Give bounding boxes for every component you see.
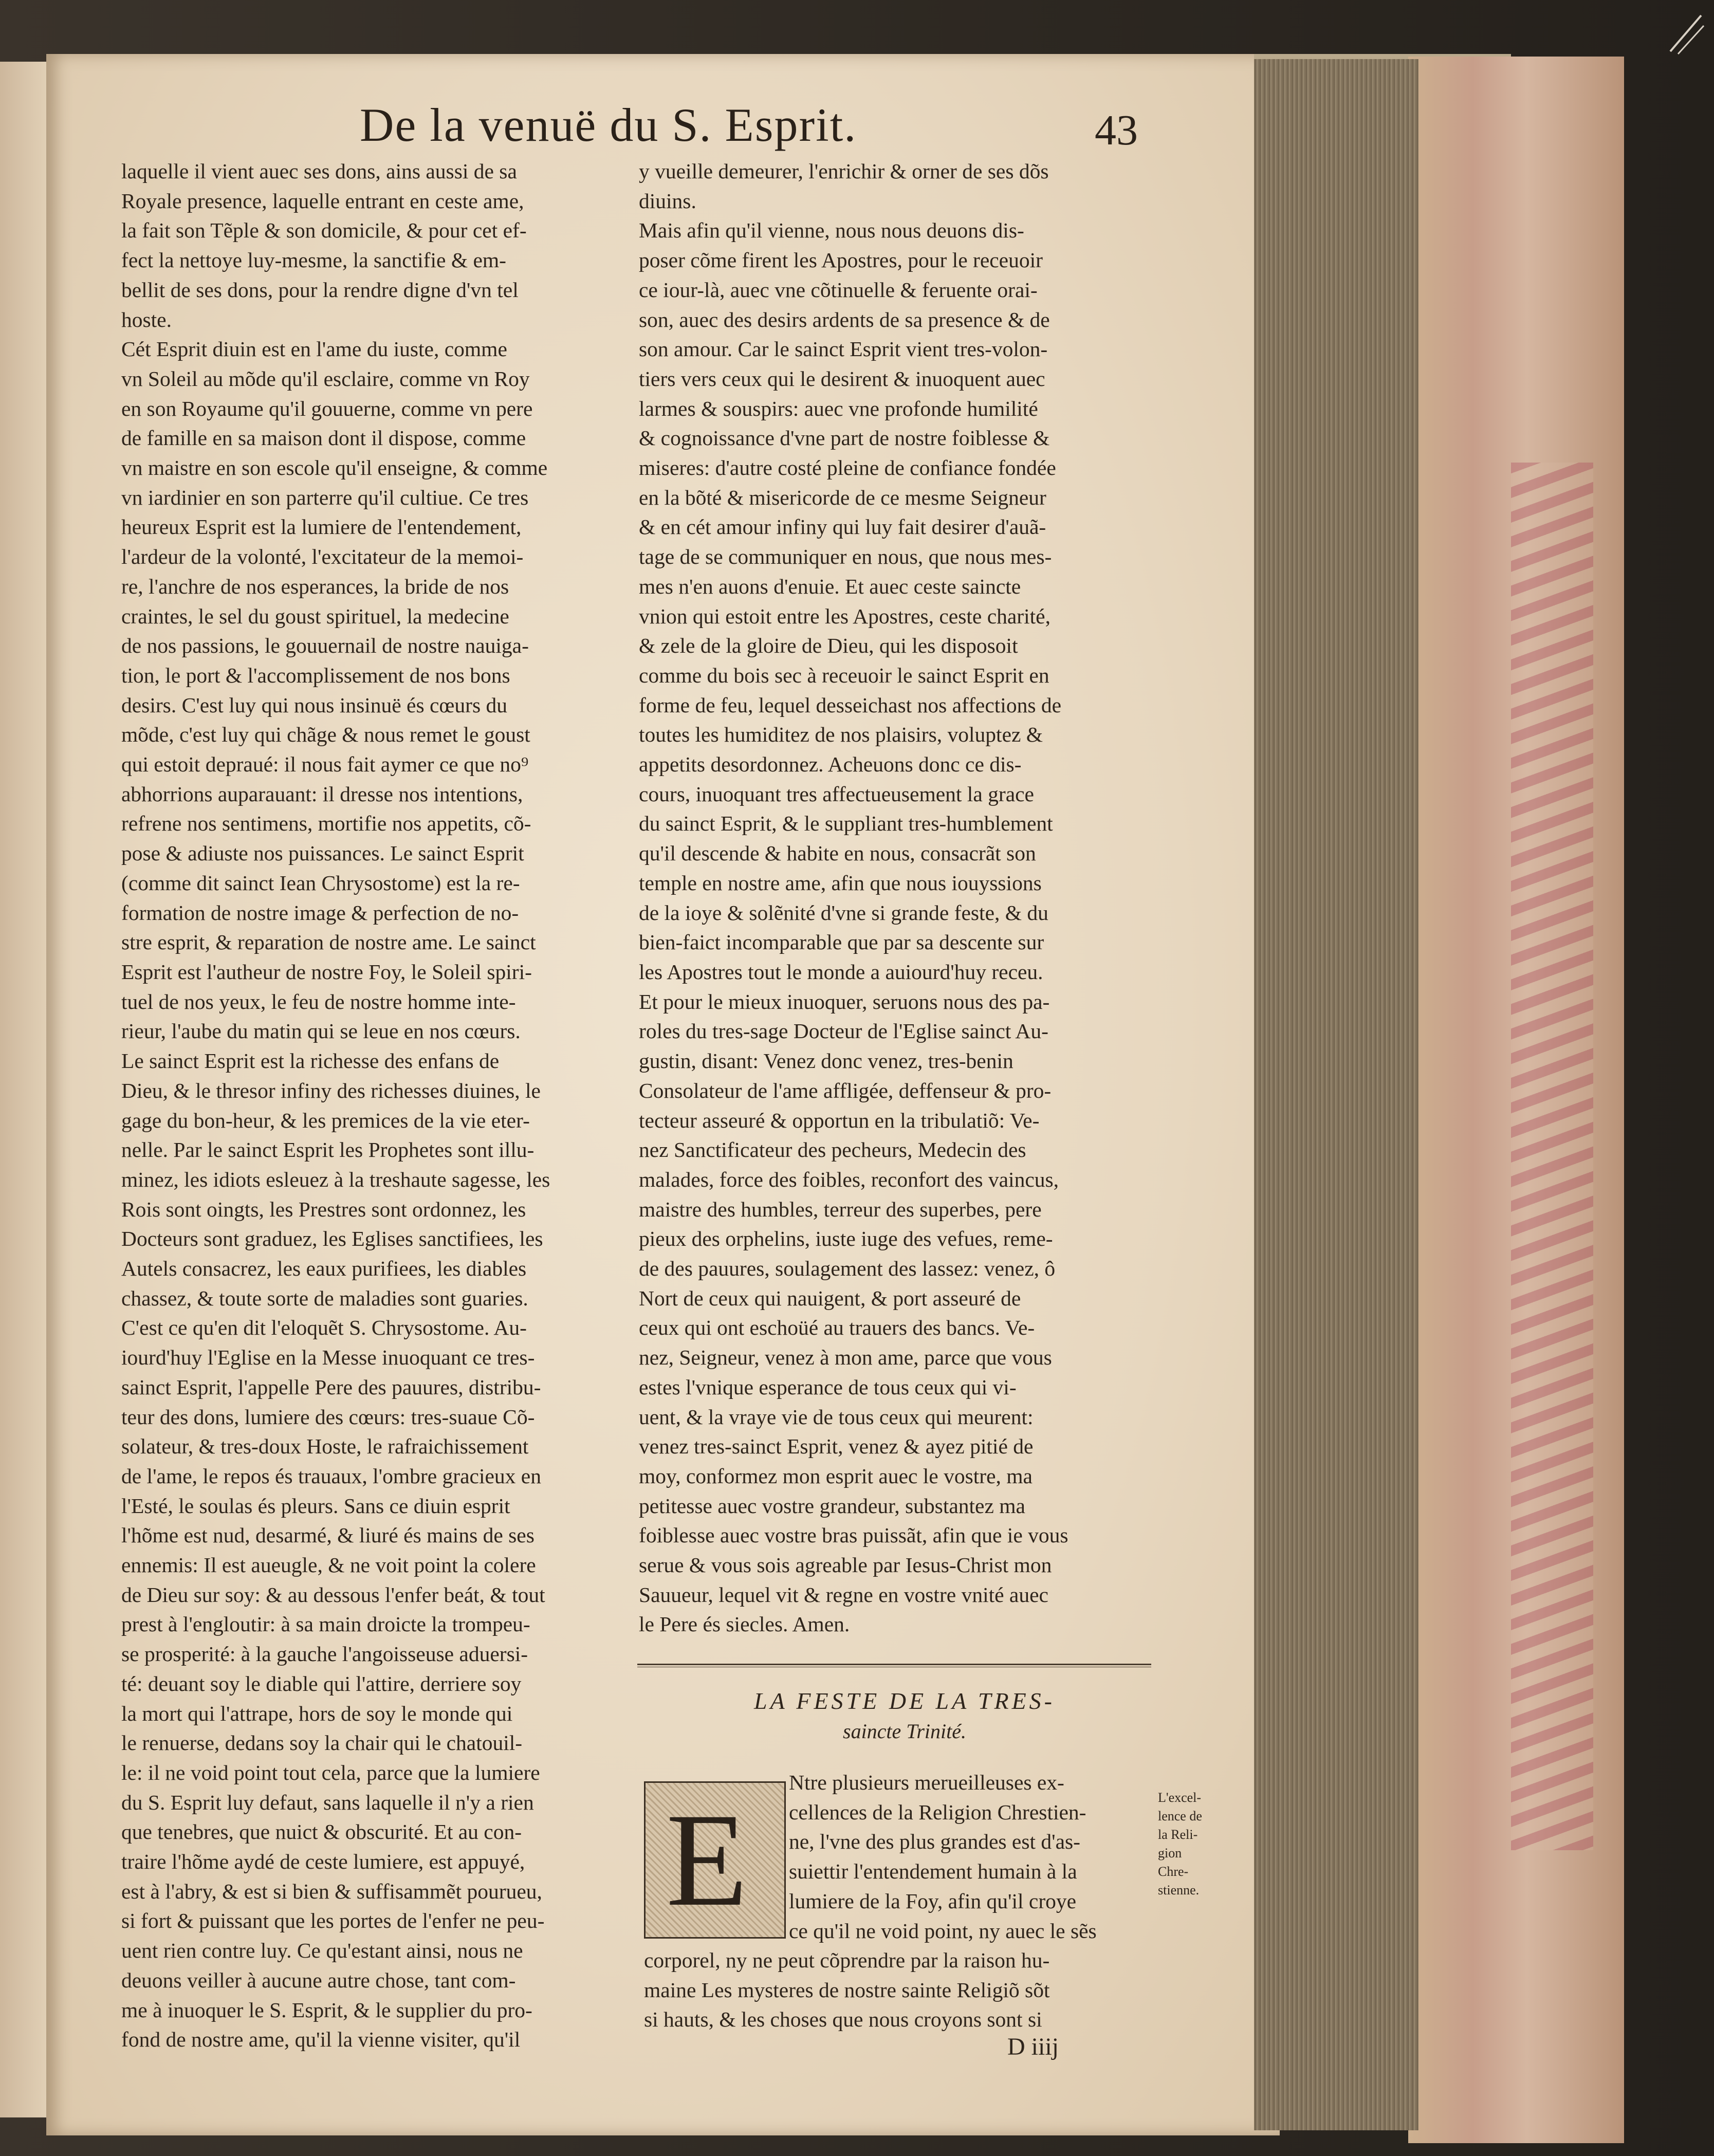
text-line: Chre-	[1158, 1864, 1189, 1879]
text-line: Ntre plusieurs merueilleuses ex-	[789, 1771, 1064, 1794]
section-title: LA FESTE DE LA TRES-	[754, 1688, 1055, 1714]
text-line: suiettir l'entendement humain à la	[789, 1859, 1077, 1884]
text-line: C'est ce qu'en dit l'eloquẽt S. Chrysostome. Au-	[121, 1316, 527, 1340]
text-line: rieur, l'aube du matin qui se leue en nos cœurs.	[121, 1019, 521, 1043]
text-line: de la ioye & solẽnité d'vne si grande feste, & du	[639, 900, 1048, 925]
section-subtitle: saincte Trinité.	[843, 1720, 966, 1743]
text-line: estes l'vnique esperance de tous ceux qui vi-	[639, 1375, 1017, 1399]
text-line: vn maistre en son escole qu'il enseigne, & comme	[121, 456, 548, 480]
text-line: toutes les humiditez de nos plaisirs, voluptez &	[639, 723, 1043, 747]
text-line: de nos passions, le gouuernail de nostre nauiga-	[121, 634, 529, 658]
text-line: chassez, & toute sorte de maladies sont guaries.	[121, 1286, 528, 1310]
text-line: comme du bois sec à receuoir le sainct Esprit en	[639, 663, 1049, 687]
text-line: vn iardinier en son parterre qu'il cultiue. Ce tres	[121, 485, 529, 509]
text-after-initial	[644, 1946, 1150, 2035]
text-line: uent rien contre luy. Ce qu'estant ainsi, nous ne	[121, 1939, 523, 1963]
text-line: Le sainct Esprit est la richesse des enfans de	[121, 1049, 500, 1073]
text-line: refrene nos sentimens, mortifie nos appetits, cõ-	[121, 812, 531, 836]
initial-letter: E	[666, 1786, 748, 1934]
text-line: Sauueur, lequel vit & regne en vostre vnité auec	[639, 1582, 1048, 1607]
text-line: serue & vous sois agreable par Iesus-Christ mon	[639, 1553, 1052, 1577]
text-line: cellences de la Religion Chrestien-	[789, 1800, 1086, 1824]
text-line: maistre des humbles, terreur des superbes, pere	[639, 1197, 1042, 1221]
text-line: solateur, & tres-doux Hoste, le rafraichissement	[121, 1434, 529, 1459]
text-line: cours, inuoquant tres affectueusement la grace	[639, 782, 1034, 806]
text-line: stienne.	[1158, 1883, 1200, 1897]
text-line: traire l'hõme aydé de ceste lumiere, est appuyé,	[121, 1850, 525, 1874]
text-line: la fait son Tẽple & son domicile, & pour cet ef-	[121, 218, 527, 243]
text-line: qu'il descende & habite en nous, consacrãt son	[639, 841, 1036, 865]
text-line: Et pour le mieux inuoquer, seruons nous des pa-	[639, 989, 1050, 1013]
text-line: nez, Seigneur, venez à mon ame, parce que vous	[639, 1346, 1052, 1370]
facing-page-edge	[0, 62, 49, 2117]
text-line: ce iour-là, auec vne cõtinuelle & feruente orai-	[639, 278, 1038, 302]
text-line: vn Soleil au mõde qu'il esclaire, comme vn Roy	[121, 366, 530, 391]
text-line: laquelle il vient auec ses dons, ains aussi de sa	[121, 159, 517, 183]
text-beside-initial	[789, 1768, 1149, 1946]
text-line: tecteur asseuré & opportun en la tribulatiõ: Ve-	[639, 1108, 1040, 1132]
text-line: fond de nostre ame, qu'il la vienne visiter, qu'il	[121, 2028, 521, 2052]
text-line: le: il ne void point tout cela, parce que la lumiere	[121, 1760, 540, 1784]
text-line: du sainct Esprit, & le suppliant tres-humblement	[639, 812, 1053, 836]
text-line: les Apostres tout le monde a auiourd'huy receu.	[639, 960, 1043, 984]
text-line: nez Sanctificateur des pecheurs, Medecin des	[639, 1138, 1026, 1162]
text-line: est à l'abry, & est si bien & suffisammẽt pourueu,	[121, 1879, 542, 1903]
text-line: pieux des orphelins, iuste iuge des vefues, reme-	[639, 1227, 1053, 1251]
corner-scratch-mark	[1665, 10, 1706, 57]
right-text-column	[639, 157, 1154, 1639]
text-line: y vueille demeurer, l'enrichir & orner de ses dõs	[639, 159, 1049, 183]
text-line: mes n'en auons d'enuie. Et auec ceste saincte	[639, 574, 1021, 598]
text-line: Dieu, & le thresor infiny des richesses diuines, le	[121, 1078, 541, 1102]
text-line: Royale presence, laquelle entrant en ceste ame,	[121, 189, 524, 213]
text-line: pose & adiuste nos puissances. Le sainct Esprit	[121, 841, 524, 865]
text-line: se prosperité: à la gauche l'angoisseuse aduersi-	[121, 1642, 528, 1666]
text-line: gion	[1158, 1846, 1182, 1860]
text-line: lence de	[1158, 1809, 1202, 1823]
text-line: ce qu'il ne void point, ny auec le sẽs	[789, 1919, 1097, 1943]
text-line: bellit de ses dons, pour la rendre digne d'vn tel	[121, 278, 519, 302]
text-line: venez tres-sainct Esprit, venez & ayez pitié de	[639, 1434, 1034, 1459]
text-line: le Pere és siecles. Amen.	[639, 1612, 850, 1636]
text-line: tion, le port & l'accomplissement de nos bons	[121, 663, 510, 687]
text-line: sainct Esprit, l'appelle Pere des pauures, distribu-	[121, 1375, 541, 1399]
text-line: le renuerse, dedans soy la chair qui le chatouil-	[121, 1731, 523, 1755]
text-line: tage de se communiquer en nous, que nous mes-	[639, 545, 1052, 569]
text-line: té: deuant soy le diable qui l'attire, derriere soy	[121, 1671, 522, 1696]
running-title: De la venuë du S. Esprit.	[360, 99, 857, 151]
text-line: ennemis: Il est aueugle, & ne voit point la colere	[121, 1553, 536, 1577]
text-line: lumiere de la Foy, afin qu'il croye	[789, 1889, 1077, 1913]
text-line: L'excel-	[1158, 1790, 1202, 1805]
text-line: mõde, c'est luy qui chãge & nous remet le goust	[121, 723, 530, 747]
text-line: poser cõme firent les Apostres, pour le receuoir	[639, 248, 1043, 272]
text-line: iourd'huy l'Eglise en la Messe inuoquant ce tres-	[121, 1346, 535, 1370]
text-line: en son Royaume qu'il gouuerne, comme vn pere	[121, 396, 533, 420]
text-line: Rois sont oingts, les Prestres sont ordonnez, les	[121, 1197, 526, 1221]
text-line: l'Esté, le soulas és pleurs. Sans ce diuin esprit	[121, 1494, 510, 1518]
text-line: nelle. Par le sainct Esprit les Prophetes sont illu-	[121, 1138, 535, 1162]
text-line: & en cét amour infiny qui luy fait desirer d'auã-	[639, 515, 1046, 539]
text-line: miseres: d'autre costé pleine de confiance fondée	[639, 456, 1056, 480]
text-line: foiblesse auec vostre bras puissãt, afin que ie vous	[639, 1523, 1068, 1547]
text-line: Autels consacrez, les eaux purifiees, les diables	[121, 1257, 527, 1281]
text-line: & cognoissance d'vne part de nostre foiblesse &	[639, 426, 1050, 450]
text-line: si fort & puissant que les portes de l'enfer ne peu-	[121, 1909, 545, 1933]
folio-number: 43	[1095, 106, 1138, 154]
text-line: la mort qui l'attrape, hors de soy le monde qui	[121, 1701, 513, 1725]
text-line: malades, force des foibles, reconfort des vaincus,	[639, 1167, 1059, 1191]
text-line: abhorrions auparauant: il dresse nos intentions,	[121, 782, 523, 806]
text-line: formation de nostre image & perfection de no-	[121, 900, 519, 925]
text-line: Mais afin qu'il vienne, nous nous deuons dis-	[639, 218, 1024, 243]
text-line: petitesse auec vostre grandeur, substantez ma	[639, 1494, 1025, 1518]
text-line: stre esprit, & reparation de nostre ame. Le sainct	[121, 930, 536, 954]
section-rule	[637, 1664, 1151, 1665]
text-line: minez, les idiots esleuez à la treshaute sagesse, les	[121, 1167, 550, 1191]
text-line: l'ardeur de la volonté, l'excitateur de la memoi-	[121, 545, 524, 569]
text-line: tuel de nos yeux, le feu de nostre homme inte-	[121, 989, 516, 1013]
text-line: si hauts, & les choses que nous croyons sont si	[644, 2007, 1042, 2032]
text-line: craintes, le sel du goust spirituel, la medecine	[121, 604, 509, 628]
text-line: de l'ame, le repos és trauaux, l'ombre gracieux en	[121, 1464, 541, 1488]
text-line: tiers vers ceux qui le desirent & inuoquent auec	[639, 366, 1045, 391]
text-line: re, l'anchre de nos esperances, la bride de nos	[121, 574, 509, 598]
text-line: larmes & souspirs: auec vne profonde humilité	[639, 396, 1038, 420]
text-line: gustin, disant: Venez donc venez, tres-benin	[639, 1049, 1013, 1073]
text-line: ne, l'vne des plus grandes est d'as-	[789, 1830, 1080, 1854]
text-line: uent, & la vraye vie de tous ceux qui meurent:	[639, 1405, 1034, 1429]
text-line: diuins.	[639, 189, 696, 213]
text-line: bien-faict incomparable que par sa descente sur	[639, 930, 1044, 954]
text-line: du S. Esprit luy defaut, sans laquelle il n'y a rien	[121, 1790, 534, 1814]
left-text-column	[121, 157, 622, 2055]
text-line: appetits desordonnez. Acheuons donc ce dis-	[639, 752, 1022, 777]
decorated-initial	[644, 1781, 786, 1939]
text-line: Docteurs sont graduez, les Eglises sanctifiees, les	[121, 1227, 543, 1251]
marbled-cover	[1511, 463, 1593, 1850]
text-line: corporel, ny ne peut cõprendre par la raison hu-	[644, 1948, 1050, 1972]
text-line: fect la nettoye luy-mesme, la sanctifie & em-	[121, 248, 507, 272]
text-line: roles du tres-sage Docteur de l'Eglise sainct Au-	[639, 1019, 1048, 1043]
text-line: maine Les mysteres de nostre sainte Religiõ sõt	[644, 1978, 1050, 2002]
text-line: qui estoit depraué: il nous fait aymer ce que no⁹	[121, 752, 529, 777]
text-line: (comme dit sainct Iean Chrysostome) est la re-	[121, 871, 520, 895]
margin-note	[1158, 1789, 1230, 1900]
text-line: Consolateur de l'ame affligée, deffenseur & pro-	[639, 1078, 1052, 1102]
text-line: heureux Esprit est la lumiere de l'entendement,	[121, 515, 522, 539]
text-line: son, auec des desirs ardents de sa presence & de	[639, 307, 1050, 331]
text-line: vnion qui estoit entre les Apostres, ceste charité,	[639, 604, 1050, 628]
text-line: Esprit est l'autheur de nostre Foy, le Soleil spiri-	[121, 960, 532, 984]
text-line: Nort de ceux qui nauigent, & port asseuré de	[639, 1286, 1021, 1310]
text-line: desirs. C'est luy qui nous insinuë és cœurs du	[121, 693, 507, 717]
text-line: me à inuoquer le S. Esprit, & le supplier du pro-	[121, 1998, 532, 2022]
text-line: temple en nostre ame, afin que nous iouyssions	[639, 871, 1042, 895]
text-line: de Dieu sur soy: & au dessous l'enfer beát, & tout	[121, 1582, 545, 1607]
text-line: de famille en sa maison dont il dispose, comme	[121, 426, 526, 450]
text-line: Cét Esprit diuin est en l'ame du iuste, comme	[121, 337, 507, 361]
text-line: ceux qui ont eschoüé au trauers des bancs. Ve-	[639, 1316, 1035, 1340]
text-line: l'hõme est nud, desarmé, & liuré és mains de ses	[121, 1523, 535, 1547]
text-line: deuons veiller à aucune autre chose, tant com-	[121, 1968, 516, 1992]
text-line: que tenebres, que nuict & obscurité. Et au con-	[121, 1820, 522, 1844]
text-line: gage du bon-heur, & les premices de la vie eter-	[121, 1108, 530, 1132]
text-line: forme de feu, lequel desseichast nos affections de	[639, 693, 1062, 717]
text-line: & zele de la gloire de Dieu, qui les disposoit	[639, 634, 1018, 658]
text-line: la Reli-	[1158, 1827, 1198, 1842]
text-line: de des pauures, soulagement des lassez: venez, ô	[639, 1257, 1056, 1281]
text-line: hoste.	[121, 307, 172, 331]
page-block-edge	[1254, 59, 1418, 2130]
text-line: prest à l'engloutir: à sa main droicte la trompeu-	[121, 1612, 530, 1636]
text-line: teur des dons, lumiere des cœurs: tres-suaue Cõ-	[121, 1405, 535, 1429]
text-line: en la bõté & misericorde de ce mesme Seigneur	[639, 485, 1046, 509]
text-line: moy, conformez mon esprit auec le vostre, ma	[639, 1464, 1033, 1488]
signature-mark: D iiij	[1007, 2033, 1059, 2060]
text-line: son amour. Car le sainct Esprit vient tres-volon-	[639, 337, 1048, 361]
